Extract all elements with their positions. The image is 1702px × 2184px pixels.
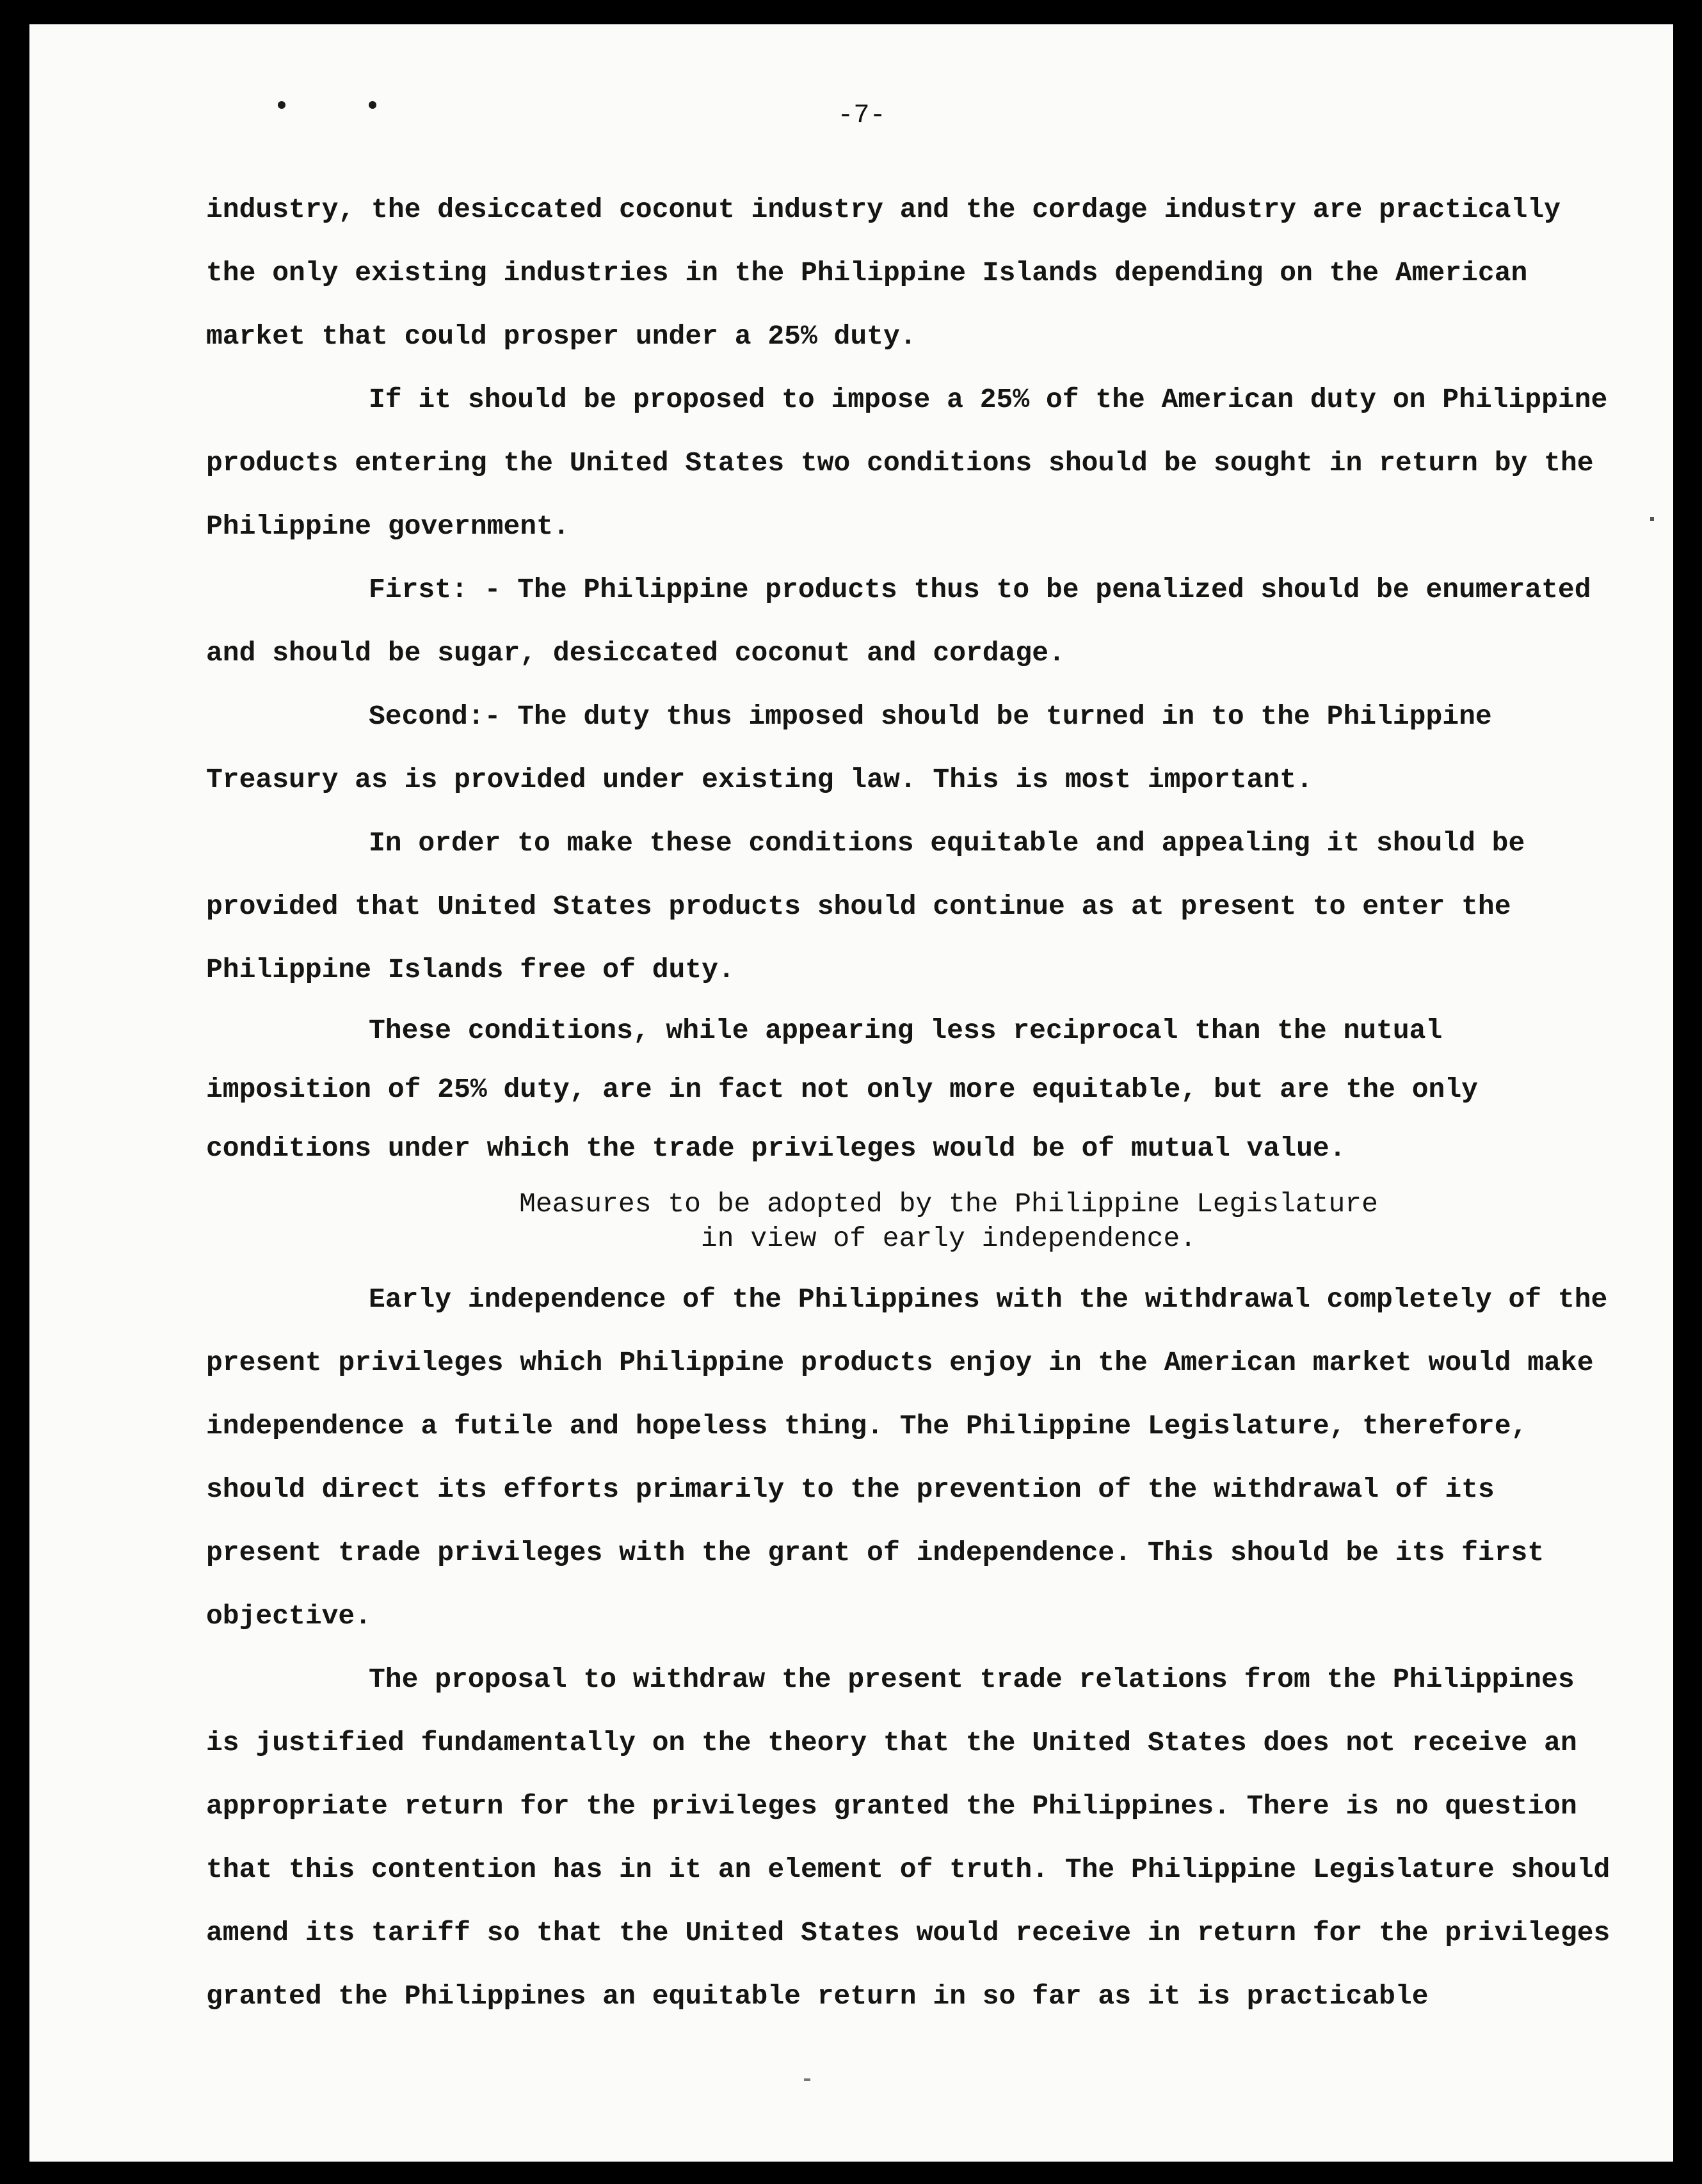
page-number: -7- [837,100,886,131]
scan-artifact [1650,517,1654,521]
section-heading [206,1187,1614,1256]
punch-mark [369,101,376,109]
paragraph: Early independence of the Philippines with the withdrawal completely of the present privileges which Philippine products enjoy in the American market would make independence a futile and hopeless thing. The Philippine Legislature, therefore, should direct its efforts primarily to the prevention of the withdrawal of its present trade privileges with the grant of independence. This should be its first objective. [206,1284,1608,1632]
document-body [206,178,1614,2028]
paragraph: The proposal to withdraw the present trade relations from the Philippines is justified fundamentally on the theory that the United States does not receive an appropriate return for the privileges granted the Philippines. There is no question that this contention has in it an element of truth. The Philippine Legislature should amend its tariff so that the United States would receive in return for the privileges granted the Philippines an equitable return in so far as it is practicable [206,1664,1610,2012]
paragraph: Second:- The duty thus imposed should be turned in to the Philippine Treasury as is provided under existing law. This is most important. [206,701,1492,795]
section-heading-line: in view of early independence. [700,1223,1197,1254]
paragraph: These conditions, while appearing less reciprocal than the nutual imposition of 25% duty, are in fact not only more equitable, but are the only conditions under which the trade privileges would be of mutual value. [206,1015,1478,1164]
paragraph: If it should be proposed to impose a 25% of the American duty on Philippine products entering the United States two conditions should be sought in return by the Philippine government. [206,384,1608,542]
paragraph: First: - The Philippine products thus to be penalized should be enumerated and should be sugar, desiccated coconut and cordage. [206,574,1591,669]
punch-mark [278,101,285,109]
paragraph: In order to make these conditions equitable and appealing it should be provided that United States products should continue as at present to enter the Philippine Islands free of duty. [206,827,1525,985]
paragraph: industry, the desiccated coconut industry and the cordage industry are practically the only existing industries in the Philippine Islands depending on the American market that could prosper under a 25% duty. [206,194,1561,352]
scan-artifact [804,2078,810,2081]
document-page [29,24,1673,2162]
section-heading-line: Measures to be adopted by the Philippine Legislature [519,1188,1378,1220]
